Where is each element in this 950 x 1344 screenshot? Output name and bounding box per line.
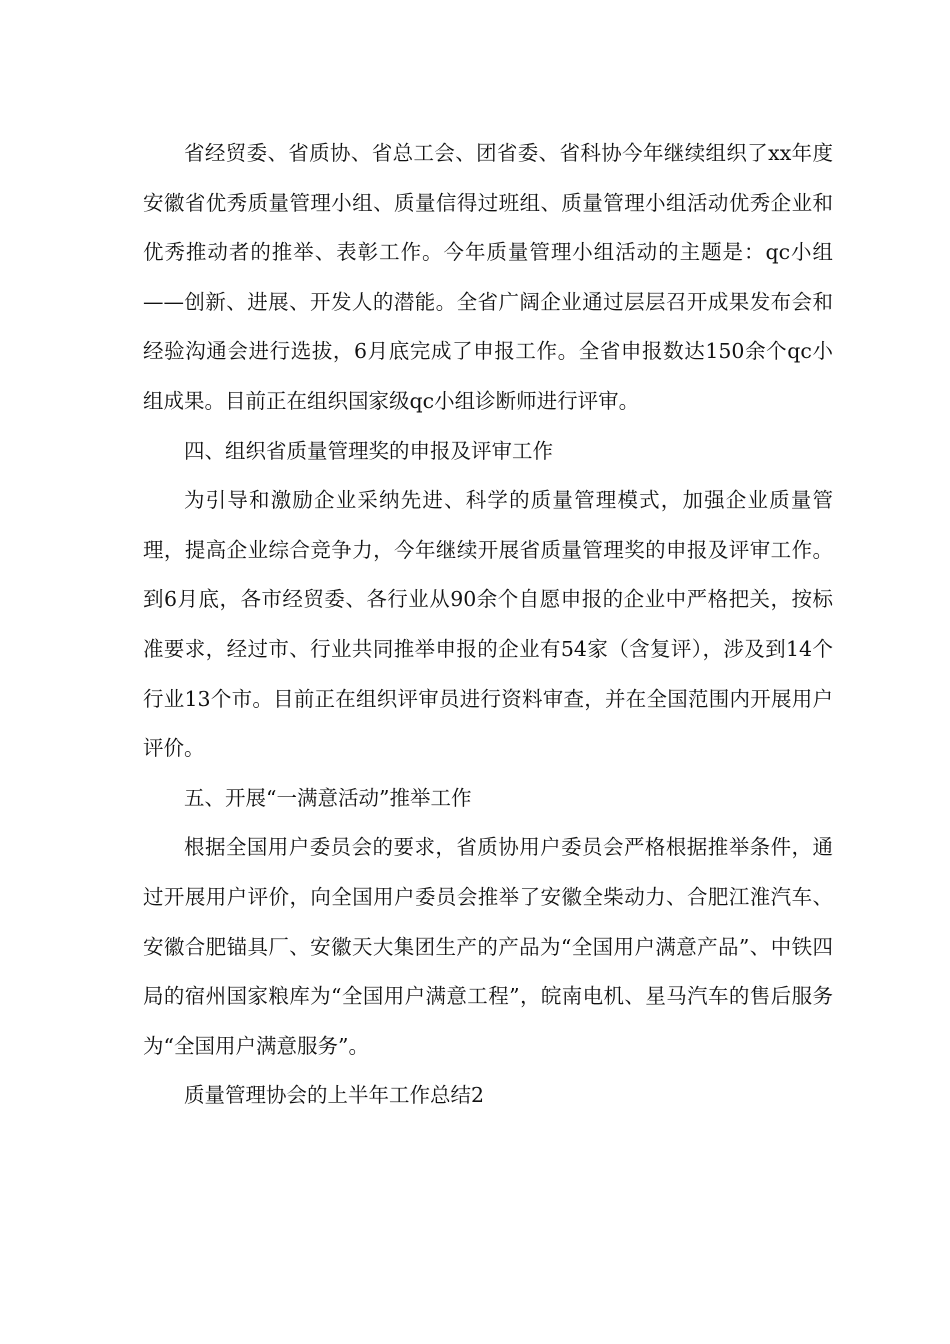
paragraph-qc-groups: 省经贸委、省质协、省总工会、团省委、省科协今年继续组织了xx年度安徽省优秀质量管理小组、质量信得过班组、质量管理小组活动优秀企业和优秀推动者的推举、表彰工作。今年质量管理小组活动的主题是：qc小组——创新、进展、开发人的潜能。全省广阔企业通过层层召开成果发布会和经验沟通会进行选拔，6月底完成了申报工作。全省申报数达150余个qc小组成果。目前正在组织国家级qc小组诊断师进行评审。 bbox=[143, 141, 833, 413]
document-subtitle: 质量管理协会的上半年工作总结2 bbox=[184, 1083, 485, 1108]
paragraph-satisfaction: 根据全国用户委员会的要求，省质协用户委员会严格根据推举条件，通过开展用户评价，向全国用户委员会推举了安徽全柴动力、合肥江淮汽车、安徽合肥锚具厂、安徽天大集团生产的产品为“全国用户满意产品”、中铁四局的宿州国家粮库为“全国用户满意工程”，皖南电机、星马汽车的售后服务为“全国用户满意服务”。 bbox=[143, 835, 833, 1058]
paragraph-quality-award: 为引导和激励企业采纳先进、科学的质量管理模式，加强企业质量管理，提高企业综合竞争力，今年继续开展省质量管理奖的申报及评审工作。到6月底，各市经贸委、各行业从90余个自愿申报的企业中严格把关，按标准要求，经过市、行业共同推举申报的企业有54家（含复评），涉及到14个行业13个市。目前正在组织评审员进行资料审查，并在全国范围内开展用户评价。 bbox=[143, 488, 833, 761]
section-heading-satisfaction: 五、开展“一满意活动”推举工作 bbox=[184, 785, 472, 810]
section-heading-quality-award: 四、组织省质量管理奖的申报及评审工作 bbox=[184, 438, 553, 463]
document-body bbox=[143, 129, 833, 1121]
